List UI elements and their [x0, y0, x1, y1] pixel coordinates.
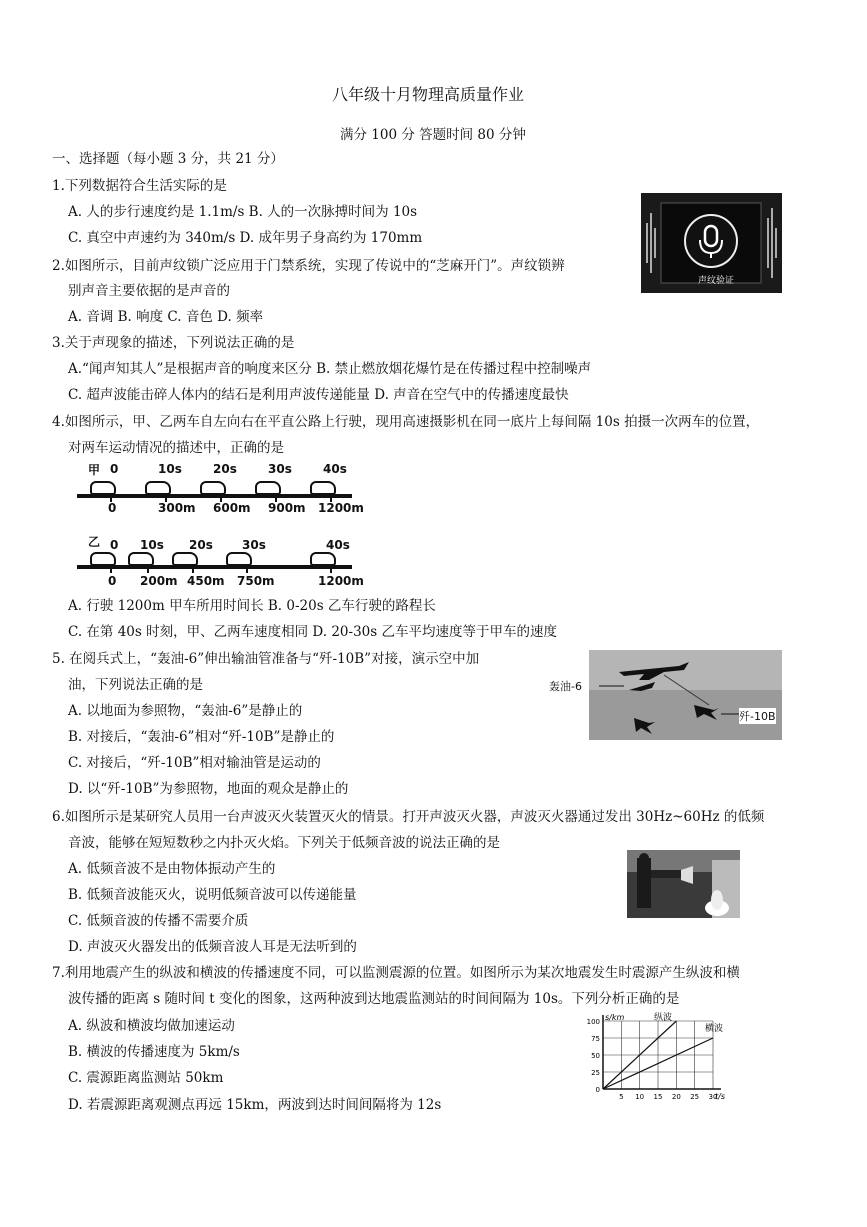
q5-stem-line2: 油，下列说法正确的是: [68, 677, 203, 693]
page-subtitle: 满分 100 分 答题时间 80 分钟: [340, 127, 526, 143]
longitudinal-wave-label: 纵波: [654, 1013, 673, 1023]
voiceprint-label: 声纹验证: [698, 276, 735, 286]
chart-x-label: t/s: [715, 1092, 725, 1101]
car-a-icon: [90, 481, 116, 495]
q1-options-cd: C. 真空中声速约为 340m/s D. 成年男子身高约为 170mm: [68, 230, 423, 246]
car-b-time: 20s: [189, 538, 213, 552]
car-b-tick: [147, 565, 149, 573]
x-tick-label: 20: [671, 1093, 681, 1101]
y-tick-label: 0: [595, 1086, 600, 1094]
car-b-time: 40s: [326, 538, 350, 552]
q4-stem-line1: 4.如图所示，甲、乙两车自左向右在平直公路上行驶，现用高速摄影机在同一底片上每间隔 10s 拍摄一次两车的位置，: [52, 414, 760, 430]
car-b-icon: [226, 552, 252, 566]
car-a-icon: [145, 481, 171, 495]
car-a-time: 20s: [213, 462, 237, 476]
tanker-label: 轰油-6: [549, 680, 582, 693]
y-tick-label: 100: [586, 1018, 600, 1026]
q4-options-cd: C. 在第 40s 时刻，甲、乙两车速度相同 D. 20-30s 乙车平均速度等于甲车的速度: [68, 624, 557, 640]
car-b-icon: [172, 552, 198, 566]
car-a-distance: 300m: [158, 501, 196, 515]
car-b-tick: [192, 565, 194, 573]
q5-option-a: A. 以地面为参照物，“轰油-6”是静止的: [68, 703, 303, 719]
q6-stem-line2: 音波，能够在短短数秒之内扑灭火焰。下列关于低频音波的说法正确的是: [68, 835, 500, 851]
sonic-extinguisher-image: [627, 850, 740, 918]
q3-stem: 3.关于声现象的描述，下列说法正确的是: [52, 335, 295, 351]
q4-options-ab: A. 行驶 1200m 甲车所用时间长 B. 0-20s 乙车行驶的路程长: [68, 598, 436, 614]
car-a-distance: 900m: [268, 501, 306, 515]
car-b-name: 乙: [88, 535, 101, 549]
q2-stem-line1: 2.如图所示，目前声纹锁广泛应用于门禁系统，实现了传说中的“芝麻开门”。声纹锁辨: [52, 258, 565, 274]
q6-option-d: D. 声波灭火器发出的低频音波人耳是无法听到的: [68, 939, 357, 955]
page-title: 八年级十月物理高质量作业: [332, 85, 525, 104]
q1-options-ab: A. 人的步行速度约是 1.1m/s B. 人的一次脉搏时间为 10s: [68, 204, 418, 220]
q4-stem-line2: 对两车运动情况的描述中，正确的是: [68, 440, 284, 456]
q5-option-d: D. 以“歼-10B”为参照物，地面的观众是静止的: [68, 781, 349, 797]
y-tick-label: 50: [591, 1052, 600, 1060]
voiceprint-lock-image: [641, 193, 782, 293]
car-a-distance: 600m: [213, 501, 251, 515]
x-tick-label: 5: [619, 1093, 624, 1101]
q5-stem-line1: 5. 在阅兵式上，“轰油-6”伸出输油管准备与“歼-10B”对接，演示空中加: [52, 651, 480, 667]
q2-options: A. 音调 B. 响度 C. 音色 D. 频率: [68, 309, 264, 325]
car-b-distance: 0: [108, 574, 117, 588]
q1-stem: 1.下列数据符合生活实际的是: [52, 178, 227, 194]
q7-option-d: D. 若震源距离观测点再远 15km，两波到达时间间隔将为 12s: [68, 1097, 442, 1113]
q5-option-b: B. 对接后，“轰油-6”相对“歼-10B”是静止的: [68, 729, 335, 745]
q3-options-ab: A.“闻声知其人”是根据声音的响度来区分 B. 禁止燃放烟花爆竹是在传播过程中控制噪声: [68, 361, 592, 377]
car-a-time: 30s: [268, 462, 292, 476]
q7-option-a: A. 纵波和横波均做加速运动: [68, 1018, 235, 1034]
q7-stem-line1: 7.利用地震产生的纵波和横波的传播速度不同，可以监测震源的位置。如图所示为某次地震发生时震源产生纵波和横: [52, 965, 740, 981]
q2-stem-line2: 别声音主要依据的是声音的: [68, 283, 230, 299]
q7-option-b: B. 横波的传播速度为 5km/s: [68, 1044, 240, 1060]
x-tick-label: 25: [690, 1093, 700, 1101]
car-b-tick: [246, 565, 248, 573]
q6-stem-line1: 6.如图所示是某研究人员用一台声波灭火装置灭火的情景。打开声波灭火器，声波灭火器通过发出 30Hz~60Hz 的低频: [52, 809, 765, 825]
car-a-icon: [255, 481, 281, 495]
car-a-time: 0: [110, 462, 119, 476]
section-heading: 一、选择题（每小题 3 分，共 21 分）: [52, 151, 284, 167]
car-a-road: [77, 494, 352, 498]
car-a-icon: [200, 481, 226, 495]
car-b-distance: 200m: [140, 574, 178, 588]
car-a-name: 甲: [88, 463, 101, 477]
car-b-time: 10s: [140, 538, 164, 552]
car-b-time: 0: [110, 538, 119, 552]
car-b-tick: [110, 565, 112, 573]
car-a-distance: 0: [108, 501, 117, 515]
car-b-distance: 450m: [187, 574, 225, 588]
chart-grid: [603, 1021, 713, 1089]
x-tick-label: 10: [635, 1093, 645, 1101]
car-b-distance: 750m: [237, 574, 275, 588]
car-a-time: 10s: [158, 462, 182, 476]
y-tick-label: 75: [591, 1035, 600, 1043]
q3-options-cd: C. 超声波能击碎人体内的结石是利用声波传递能量 D. 声音在空气中的传播速度最快: [68, 387, 569, 403]
car-b-icon: [128, 552, 154, 566]
car-a-time: 40s: [323, 462, 347, 476]
q5-option-c: C. 对接后，“歼-10B”相对输油管是运动的: [68, 755, 321, 771]
q7-option-c: C. 震源距离监测站 50km: [68, 1070, 224, 1086]
chart-y-label: s/km: [605, 1013, 625, 1022]
x-tick-label: 15: [653, 1093, 663, 1101]
car-b-distance: 1200m: [318, 574, 364, 588]
transverse-wave-label: 横波: [705, 1024, 724, 1034]
fighter-label: 歼-10B: [739, 710, 776, 723]
aerial-refueling-image: [549, 650, 782, 740]
car-a-distance: 1200m: [318, 501, 364, 515]
car-b-time: 30s: [242, 538, 266, 552]
q7-stem-line2: 波传播的距离 s 随时间 t 变化的图象，这两种波到达地震监测站的时间间隔为 10s。下列分析正确的是: [68, 991, 680, 1007]
car-b-icon: [310, 552, 336, 566]
q6-option-b: B. 低频音波能灭火，说明低频音波可以传递能量: [68, 887, 357, 903]
car-b-road: [77, 565, 352, 569]
q6-option-a: A. 低频音波不是由物体振动产生的: [68, 861, 276, 877]
car-a-icon: [310, 481, 336, 495]
q6-option-c: C. 低频音波的传播不需要介质: [68, 913, 249, 929]
car-b-icon: [90, 552, 116, 566]
y-tick-label: 25: [591, 1069, 600, 1077]
car-b-tick: [330, 565, 332, 573]
wave-distance-chart: [585, 1005, 735, 1105]
x-tick-label: 30: [708, 1093, 718, 1101]
